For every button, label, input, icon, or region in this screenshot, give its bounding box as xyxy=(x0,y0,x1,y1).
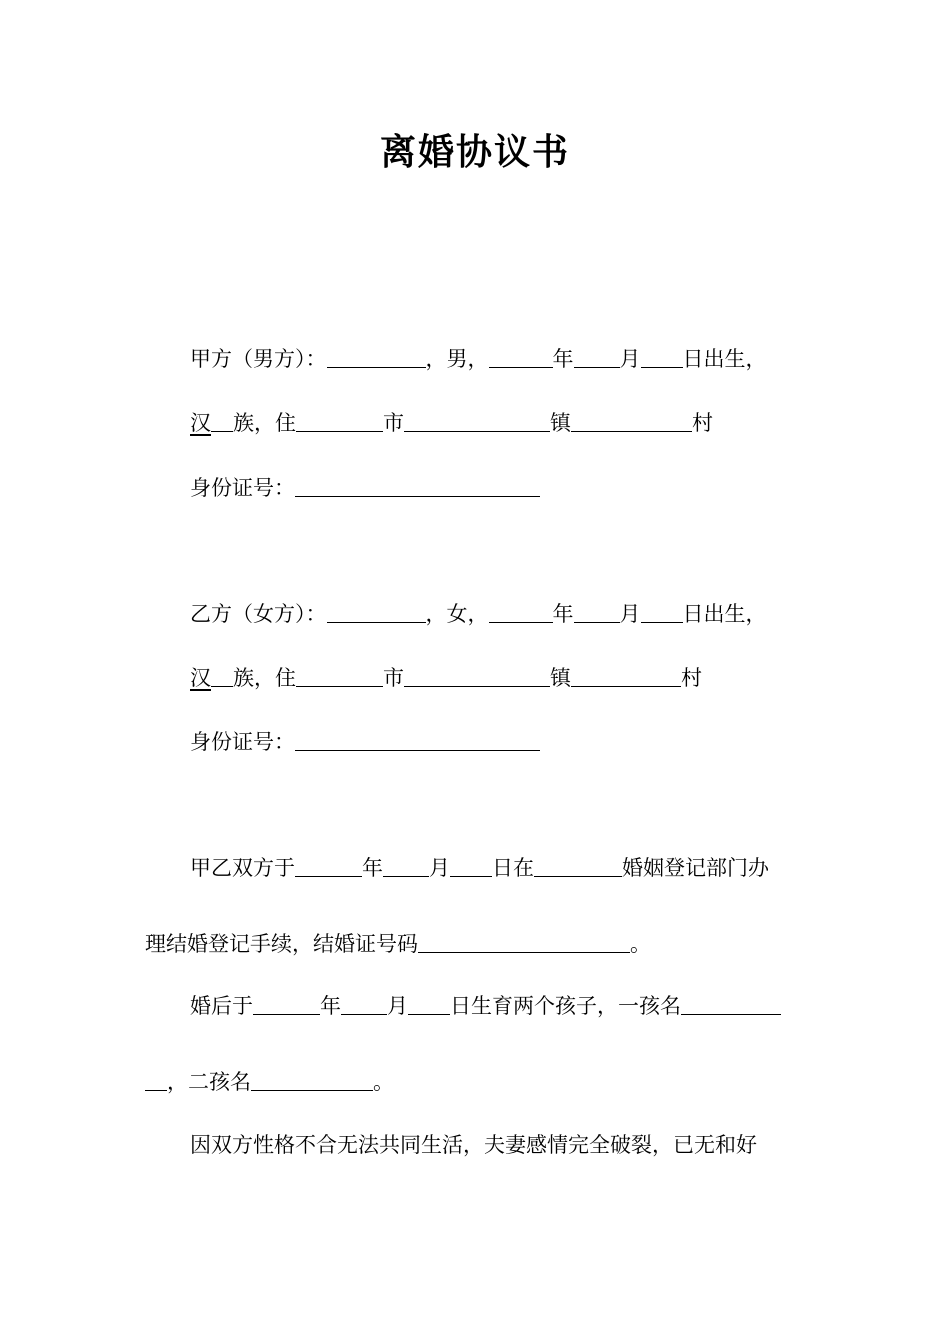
marriage-line-1 xyxy=(190,853,769,883)
ethnic-suffix-text: 族，住 xyxy=(233,411,296,435)
year-text: 年 xyxy=(552,347,574,371)
village-text: 村 xyxy=(692,411,713,435)
second-child-label: ，二孩名 xyxy=(167,1070,251,1094)
blank-ethnicity-pad xyxy=(211,409,233,432)
party-b-line-2 xyxy=(190,663,702,693)
reason-line: 因双方性格不合无法共同生活，夫妻感情完全破裂，已无和好 xyxy=(190,1133,757,1157)
blank-village[interactable] xyxy=(571,409,692,432)
office-text: 婚姻登记部门办 xyxy=(622,856,769,880)
marriage-line-2 xyxy=(145,929,651,959)
blank-day[interactable] xyxy=(408,992,450,1015)
blank-year[interactable] xyxy=(253,992,320,1015)
blank-city[interactable] xyxy=(296,664,383,687)
blank-name[interactable] xyxy=(327,600,426,623)
children-line-1 xyxy=(190,991,781,1021)
id-label: 身份证号： xyxy=(190,730,295,754)
city-text: 市 xyxy=(383,666,404,690)
blank-name[interactable] xyxy=(327,345,426,368)
blank-month[interactable] xyxy=(574,600,620,623)
ethnicity-value: 汉 xyxy=(190,666,211,690)
party-a-line-3 xyxy=(190,473,540,503)
blank-town[interactable] xyxy=(404,409,550,432)
document-title: 离婚协议书 xyxy=(379,131,570,173)
blank-first-child-name-cont[interactable] xyxy=(145,1068,167,1091)
village-text: 村 xyxy=(681,666,702,690)
blank-office[interactable] xyxy=(534,854,622,877)
children-line-2 xyxy=(145,1067,394,1097)
blank-city[interactable] xyxy=(296,409,383,432)
gender-text: ，女， xyxy=(425,602,489,626)
month-text: 月 xyxy=(429,856,450,880)
marriage-prefix: 甲乙双方于 xyxy=(190,856,295,880)
blank-id-number[interactable] xyxy=(295,728,540,751)
party-b-line-3 xyxy=(190,727,540,757)
city-text: 市 xyxy=(383,411,404,435)
blank-year[interactable] xyxy=(489,600,553,623)
party-b-label: 乙方（女方）： xyxy=(190,602,327,626)
year-text: 年 xyxy=(362,856,383,880)
year-text: 年 xyxy=(320,994,341,1018)
blank-year[interactable] xyxy=(489,345,553,368)
gender-text: ，男， xyxy=(425,347,489,371)
day-at-text: 日在 xyxy=(492,856,534,880)
month-text: 月 xyxy=(619,602,641,626)
blank-ethnicity-pad xyxy=(211,664,233,687)
month-text: 月 xyxy=(619,347,641,371)
blank-second-child-name[interactable] xyxy=(251,1068,373,1091)
party-a-line-1 xyxy=(190,344,767,374)
blank-day[interactable] xyxy=(641,600,683,623)
party-b-line-1 xyxy=(190,599,767,629)
party-a-line-2 xyxy=(190,408,713,438)
ethnicity-value: 汉 xyxy=(190,411,211,435)
id-label: 身份证号： xyxy=(190,476,295,500)
town-text: 镇 xyxy=(550,411,571,435)
certificate-label: 理结婚登记手续，结婚证号码 xyxy=(145,932,418,956)
blank-certificate-number[interactable] xyxy=(418,930,630,953)
period: 。 xyxy=(630,932,651,956)
birth-text: 日出生， xyxy=(682,347,767,371)
ethnic-suffix-text: 族，住 xyxy=(233,666,296,690)
period: 。 xyxy=(373,1070,394,1094)
blank-day[interactable] xyxy=(641,345,683,368)
blank-year[interactable] xyxy=(295,854,362,877)
blank-day[interactable] xyxy=(450,854,492,877)
blank-town[interactable] xyxy=(404,664,550,687)
blank-first-child-name[interactable] xyxy=(681,992,781,1015)
birth-text: 日出生， xyxy=(682,602,767,626)
party-a-label: 甲方（男方）： xyxy=(190,347,327,371)
blank-id-number[interactable] xyxy=(295,474,540,497)
blank-month[interactable] xyxy=(574,345,620,368)
blank-village[interactable] xyxy=(571,664,681,687)
children-text: 日生育两个孩子，一孩名 xyxy=(450,994,681,1018)
children-prefix: 婚后于 xyxy=(190,994,253,1018)
blank-month[interactable] xyxy=(341,992,387,1015)
year-text: 年 xyxy=(552,602,574,626)
blank-month[interactable] xyxy=(383,854,429,877)
town-text: 镇 xyxy=(550,666,571,690)
month-text: 月 xyxy=(387,994,408,1018)
